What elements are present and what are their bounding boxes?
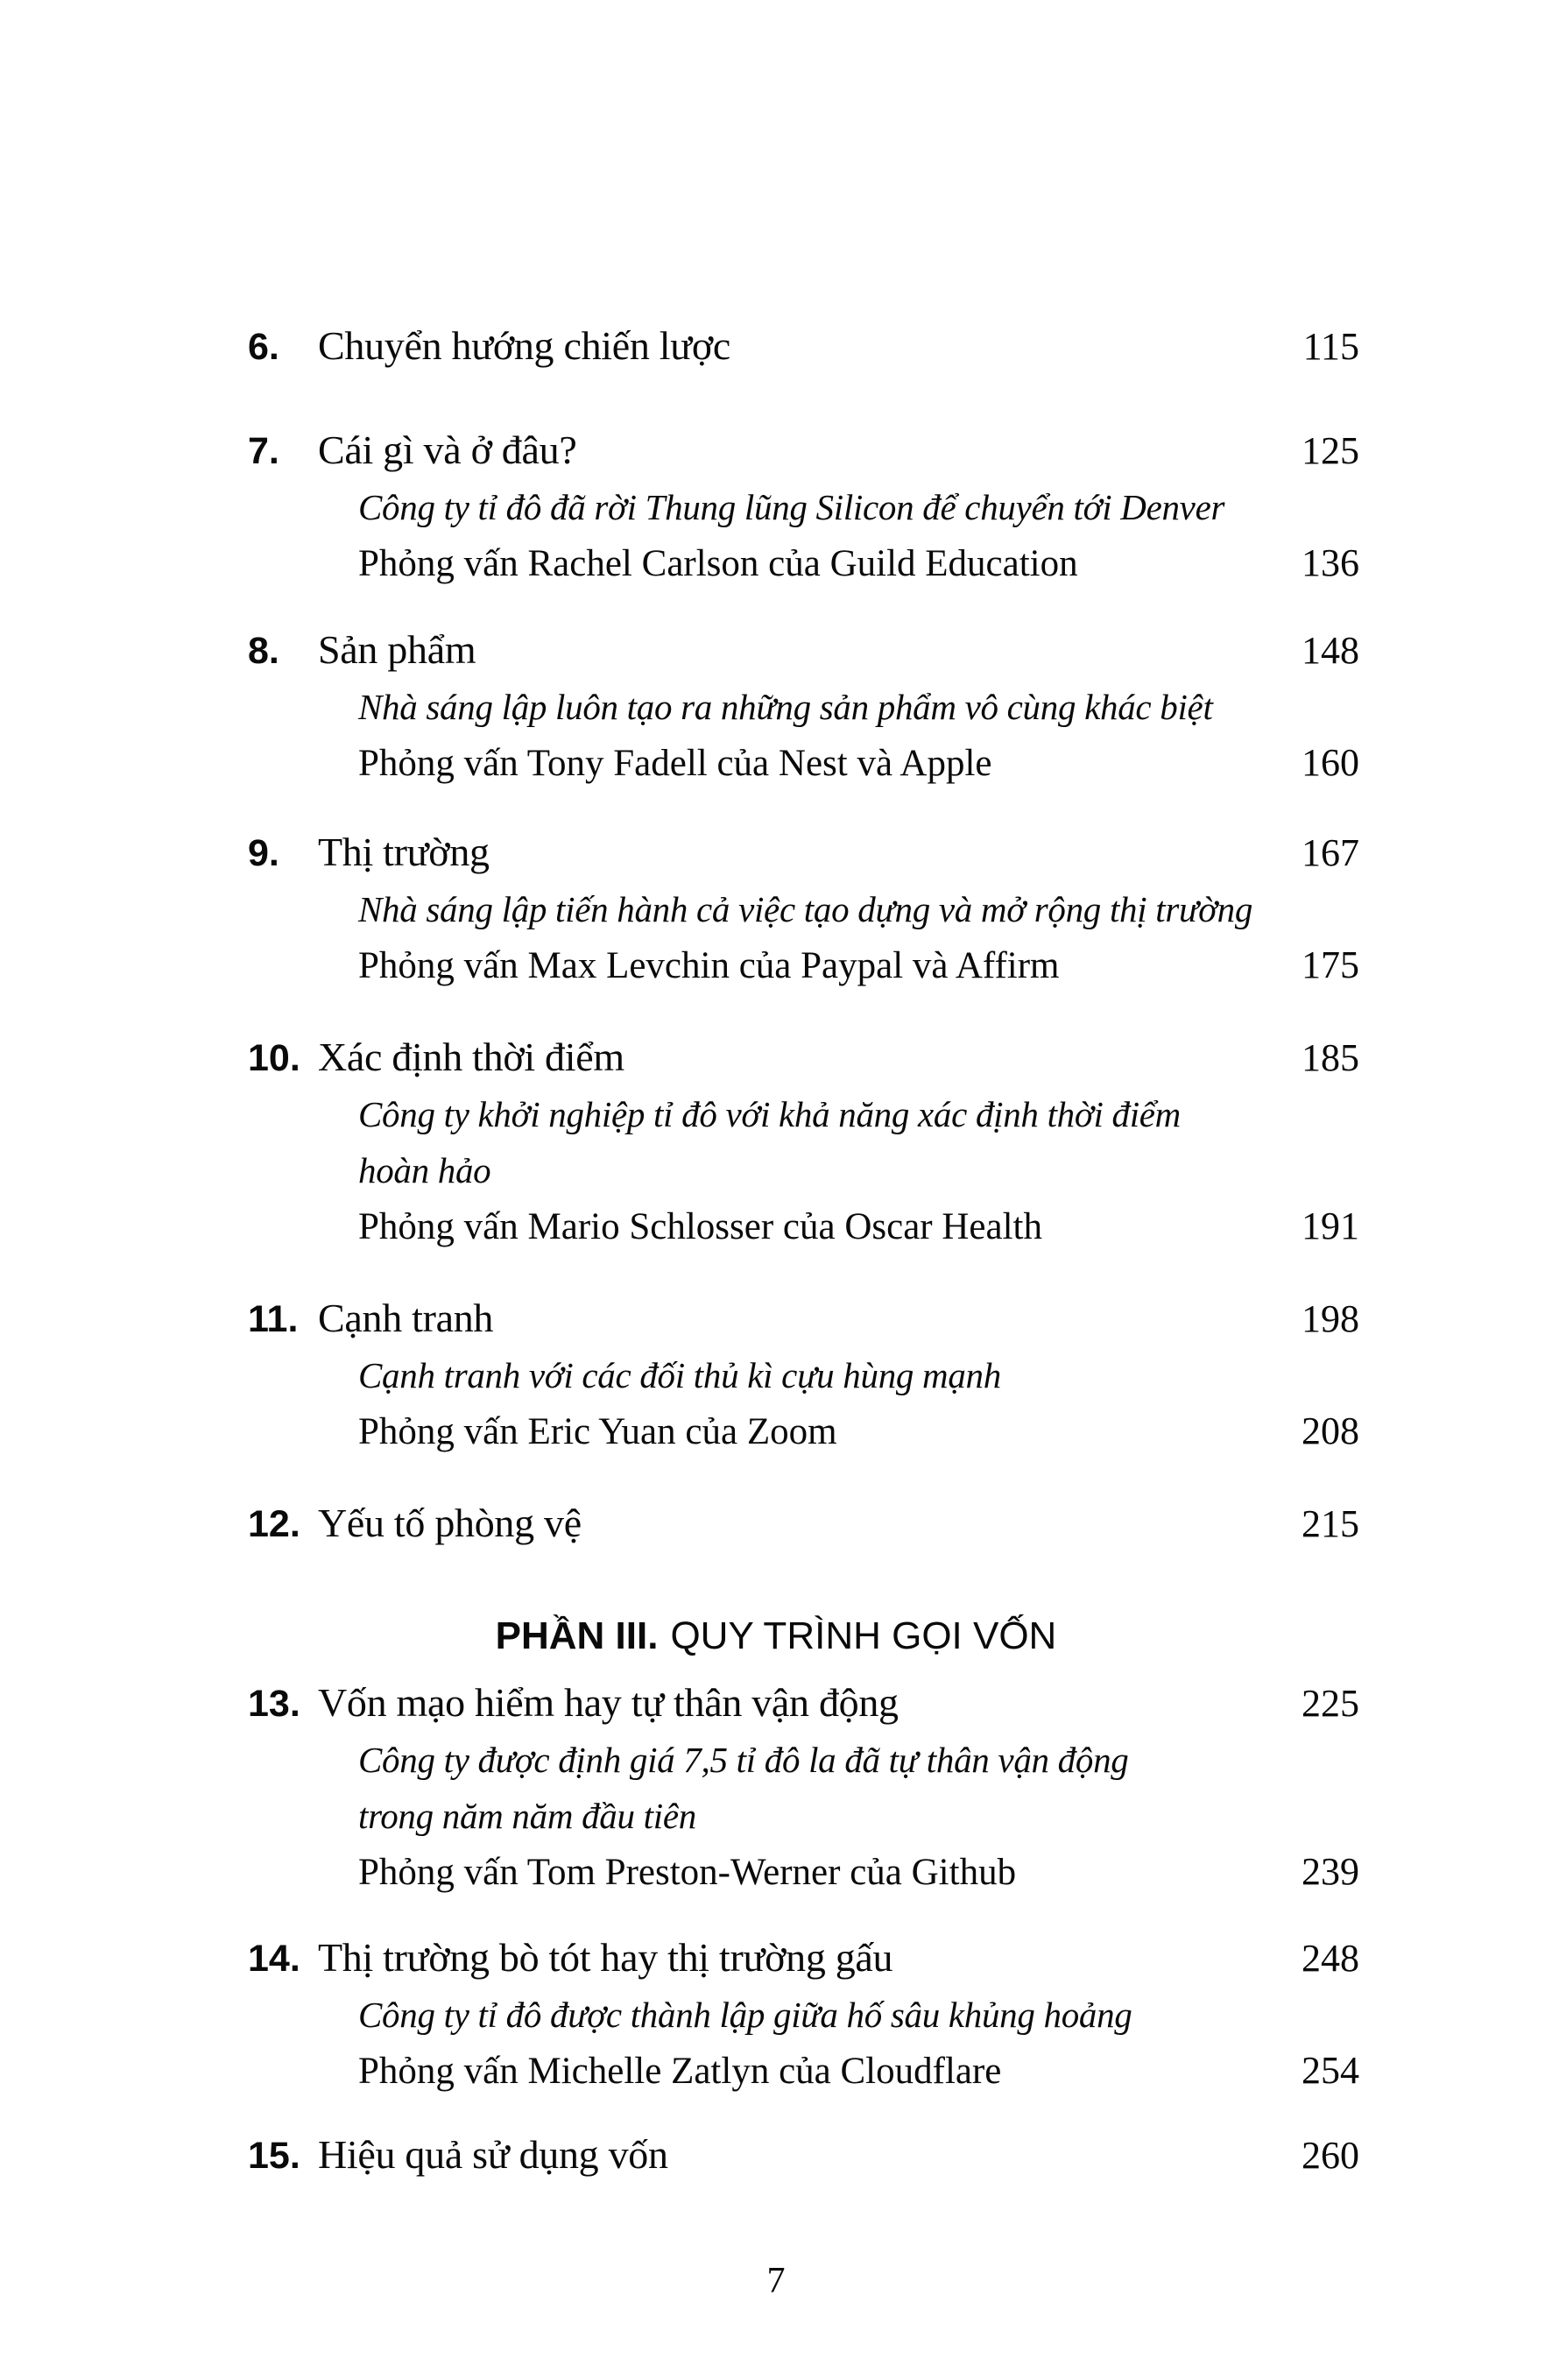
interview-page-number: 239	[1302, 1850, 1359, 1893]
interview-text: Phỏng vấn Rachel Carlson của Guild Education	[358, 543, 1078, 584]
subtitle-text: trong năm năm đầu tiên	[358, 1796, 696, 1836]
chapter-title: Cạnh tranh	[318, 1296, 494, 1340]
chapter-interview-line	[248, 535, 1359, 592]
part-title: QUY TRÌNH GỌI VỐN	[670, 1614, 1057, 1657]
interview-page-number: 175	[1302, 943, 1359, 986]
chapter-subtitle-line	[248, 881, 1359, 937]
chapter-number: 14.	[248, 1938, 300, 1980]
chapter-page-number: 148	[1302, 629, 1359, 672]
subtitle-text: Công ty tỉ đô đã rời Thung lũng Silicon để chuyển tới Denver	[358, 487, 1225, 527]
subtitle-text: Nhà sáng lập tiến hành cả việc tạo dựng và mở rộng thị trường	[358, 889, 1253, 929]
toc-entry-title-line	[248, 1290, 1359, 1347]
chapter-title: Hiệu quả sử dụng vốn	[318, 2132, 668, 2177]
subtitle-text: Công ty được định giá 7,5 tỉ đô la đã tự thân vận động	[358, 1740, 1129, 1780]
chapter-page-number: 167	[1302, 831, 1359, 874]
chapter-interview-line	[248, 1198, 1359, 1255]
chapter-page-number: 185	[1302, 1036, 1359, 1079]
interview-text: Phỏng vấn Eric Yuan của Zoom	[358, 1411, 837, 1452]
toc-entry	[248, 1930, 1359, 2100]
subtitle-text: Công ty tỉ đô được thành lập giữa hố sâu khủng hoảng	[358, 1995, 1132, 2035]
toc-entry-title-line	[248, 1029, 1359, 1086]
interview-page-number: 254	[1302, 2049, 1359, 2092]
chapter-interview-line	[248, 1844, 1359, 1901]
subtitle-text: Cạnh tranh với các đối thủ kì cựu hùng mạnh	[358, 1355, 1001, 1395]
chapter-title: Sản phẩm	[318, 627, 476, 672]
chapter-interview-line	[248, 937, 1359, 994]
toc-list	[248, 318, 1359, 2184]
chapter-page-number: 215	[1302, 1502, 1359, 1545]
chapter-subtitle-line	[248, 1086, 1359, 1142]
chapter-number: 15.	[248, 2135, 300, 2177]
subtitle-text: Nhà sáng lập luôn tạo ra những sản phẩm vô cùng khác biệt	[358, 687, 1213, 727]
chapter-title: Yếu tố phòng vệ	[318, 1501, 582, 1545]
chapter-number: 8.	[248, 630, 279, 672]
toc-entry-title-line	[248, 1930, 1359, 1987]
toc-entry-title-line	[248, 422, 1359, 479]
part-label: PHẦN III.	[495, 1614, 659, 1657]
toc-entry-title-line	[248, 622, 1359, 679]
interview-text: Phỏng vấn Max Levchin của Paypal và Affirm	[358, 945, 1060, 986]
subtitle-text: Công ty khởi nghiệp tỉ đô với khả năng xác định thời điểm	[358, 1094, 1181, 1134]
interview-page-number: 208	[1302, 1409, 1359, 1452]
chapter-number: 10.	[248, 1037, 300, 1079]
chapter-title: Thị trường	[318, 830, 490, 874]
interview-text: Phỏng vấn Tom Preston-Werner của Github	[358, 1852, 1017, 1893]
part-heading	[0, 1608, 1552, 1664]
chapter-page-number: 115	[1302, 325, 1359, 368]
toc-entry-title-line	[248, 1495, 1359, 1552]
chapter-subtitle-line	[248, 1732, 1359, 1788]
interview-page-number: 191	[1302, 1204, 1359, 1247]
chapter-subtitle-line	[248, 1987, 1359, 2043]
toc-entry-title-line	[248, 824, 1359, 881]
toc-entry-title-line	[248, 318, 1359, 375]
toc-entry	[248, 824, 1359, 994]
toc-entry-title-line	[248, 1675, 1359, 1732]
chapter-page-number: 225	[1302, 1682, 1359, 1725]
toc-entry-title-line	[248, 2127, 1359, 2184]
interview-text: Phỏng vấn Mario Schlosser của Oscar Health	[358, 1206, 1042, 1247]
chapter-subtitle-line	[248, 1347, 1359, 1403]
chapter-interview-line	[248, 1403, 1359, 1460]
chapter-title: Chuyển hướng chiến lược	[318, 323, 731, 368]
toc-entry	[248, 1290, 1359, 1460]
chapter-subtitle-line	[248, 1788, 1359, 1844]
interview-text: Phỏng vấn Michelle Zatlyn của Cloudflare	[358, 2051, 1002, 2092]
toc-entry	[248, 622, 1359, 792]
chapter-page-number: 248	[1302, 1937, 1359, 1980]
chapter-page-number: 198	[1302, 1297, 1359, 1340]
toc-entry	[248, 1029, 1359, 1255]
chapter-number: 13.	[248, 1683, 300, 1725]
interview-page-number: 136	[1302, 541, 1359, 584]
toc-entry	[248, 2127, 1359, 2184]
subtitle-text: hoàn hảo	[358, 1150, 491, 1190]
chapter-number: 7.	[248, 430, 279, 472]
footer-page-number: 7	[766, 2261, 786, 2301]
chapter-title: Thị trường bò tót hay thị trường gấu	[318, 1935, 893, 1980]
chapter-number: 11.	[248, 1298, 299, 1340]
chapter-number: 9.	[248, 832, 279, 874]
chapter-subtitle-line	[248, 1142, 1359, 1198]
toc-entry	[248, 318, 1359, 375]
chapter-title: Xác định thời điểm	[318, 1035, 624, 1079]
toc-entry	[248, 1495, 1359, 1552]
chapter-number: 12.	[248, 1503, 300, 1545]
interview-page-number: 160	[1302, 741, 1359, 784]
chapter-title: Cái gì và ở đâu?	[318, 427, 577, 472]
chapter-page-number: 125	[1302, 429, 1359, 472]
chapter-subtitle-line	[248, 679, 1359, 735]
chapter-interview-line	[248, 2043, 1359, 2100]
chapter-interview-line	[248, 735, 1359, 792]
chapter-page-number: 260	[1302, 2134, 1359, 2177]
interview-text: Phỏng vấn Tony Fadell của Nest và Apple	[358, 743, 992, 784]
toc-entry	[248, 1675, 1359, 1901]
chapter-subtitle-line	[248, 479, 1359, 535]
chapter-title: Vốn mạo hiểm hay tự thân vận động	[318, 1680, 899, 1725]
toc-entry	[248, 422, 1359, 592]
chapter-number: 6.	[248, 326, 279, 368]
